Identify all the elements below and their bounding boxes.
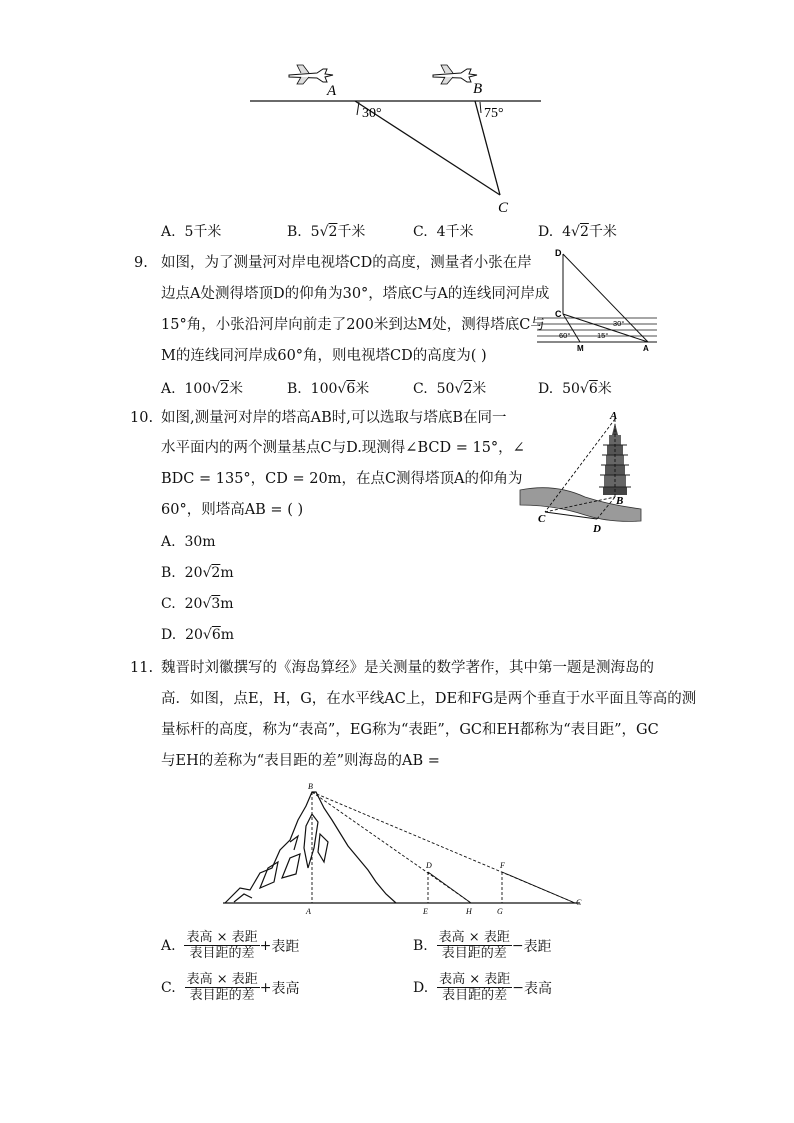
q10-line-1: 如图,测量河对岸的塔高AB时,可以选取与塔底B在同一	[161, 410, 507, 426]
q11-label-g: G	[497, 907, 503, 916]
q10-line-3: BDC = 135°，CD = 20m，在点C测得塔顶A的仰角为	[161, 471, 523, 487]
q11-label-h: H	[466, 907, 472, 916]
q9-number: 9.	[134, 255, 148, 271]
q8-option-d[interactable]: D. 4√2千米	[538, 224, 617, 240]
q11-label-d: D	[426, 861, 432, 870]
q9-line-1: 如图，为了测量河对岸电视塔CD的高度，测量者小张在岸	[161, 255, 532, 271]
q11-label-e: E	[423, 907, 428, 916]
q9-line-3: 15°角，小张沿河岸向前走了200米到达M处，测得塔底C与	[161, 317, 545, 333]
q10-label-d: D	[593, 523, 601, 535]
q9-option-c[interactable]: C. 50√2米	[413, 381, 487, 397]
q9-angle-60: 60°	[559, 331, 571, 340]
q10-number: 10.	[130, 410, 154, 426]
q8-label-a: A	[327, 83, 337, 99]
q10-option-b[interactable]: B. 20√2m	[161, 565, 234, 581]
q8-label-c: C	[498, 200, 509, 216]
q9-label-a: A	[643, 344, 649, 353]
q9-line-4: M的连线同河岸成60°角，则电视塔CD的高度为( )	[161, 348, 487, 364]
q8-figure	[245, 55, 545, 220]
q11-number: 11.	[130, 660, 154, 676]
airplane-icon	[289, 65, 333, 84]
q10-figure	[515, 405, 645, 535]
q8-option-c[interactable]: C. 4千米	[413, 224, 474, 240]
q9-angle-30: 30°	[613, 319, 625, 328]
q11-line-3: 量标杆的高度，称为“表高”，EG称为“表距”，GC和EH都称为“表目距”，GC	[161, 722, 659, 738]
q9-option-a[interactable]: A. 100√2米	[161, 381, 244, 397]
q11-label-b: B	[308, 782, 313, 791]
q11-label-f: F	[500, 861, 505, 870]
q9-label-d: D	[555, 248, 562, 258]
q9-line-2: 边点A处测得塔顶D的仰角为30°，塔底C与A的连线同河岸成	[161, 286, 550, 302]
q9-label-c: C	[555, 309, 562, 319]
q10-line-2: 水平面内的两个测量基点C与D.现测得∠BCD = 15°，∠	[161, 440, 525, 456]
q10-label-b: B	[616, 495, 624, 507]
q8-angle-b: 75°	[484, 106, 504, 121]
q11-option-c[interactable]: C. $\frac{\text{表高 × 表距}}{\text{表目距的差}}$ + 表高	[161, 972, 300, 1003]
q11-label-c: C	[576, 898, 582, 907]
q8-option-b[interactable]: B. 5√2千米	[287, 224, 366, 240]
q11-option-a[interactable]: A. $\frac{\text{表高 × 表距}}{\text{表目距的差}}$ + 表距	[161, 930, 300, 961]
q9-label-m: M	[577, 344, 584, 353]
airplane-icon	[433, 65, 477, 84]
q8-label-b: B	[473, 81, 483, 97]
q11-line-4: 与EH的差称为“表目距的差”则海岛的AB =	[161, 753, 440, 769]
q8-option-a[interactable]: A. 5千米	[161, 224, 222, 240]
q11-option-d[interactable]: D. $\frac{\text{表高 × 表距}}{\text{表目距的差}}$ − 表高	[413, 972, 552, 1003]
q11-line-2: 高．如图，点E，H，G，在水平线AC上，DE和FG是两个垂直于水平面且等高的测	[161, 691, 697, 707]
q8-angle-a: 30°	[362, 106, 382, 121]
q11-line-1: 魏晋时刘徽撰写的《海岛算经》是关测量的数学著作，其中第一题是测海岛的	[161, 660, 654, 676]
q9-option-b[interactable]: B. 100√6米	[287, 381, 370, 397]
q9-figure	[535, 244, 660, 354]
q9-option-d[interactable]: D. 50√6米	[538, 381, 612, 397]
q10-line-4: 60°，则塔高AB = ( )	[161, 502, 304, 518]
q10-option-d[interactable]: D. 20√6m	[161, 627, 235, 643]
q10-option-c[interactable]: C. 20√3m	[161, 596, 234, 612]
q9-angle-15: 15°	[597, 331, 609, 340]
q11-figure	[220, 778, 590, 918]
q10-option-a[interactable]: A. 30m	[161, 534, 216, 550]
q10-label-a: A	[610, 410, 618, 422]
island-mountain-icon	[225, 792, 396, 903]
q11-label-a: A	[306, 907, 311, 916]
q11-option-b[interactable]: B. $\frac{\text{表高 × 表距}}{\text{表目距的差}}$ − 表距	[413, 930, 552, 961]
q10-label-c: C	[538, 513, 546, 525]
